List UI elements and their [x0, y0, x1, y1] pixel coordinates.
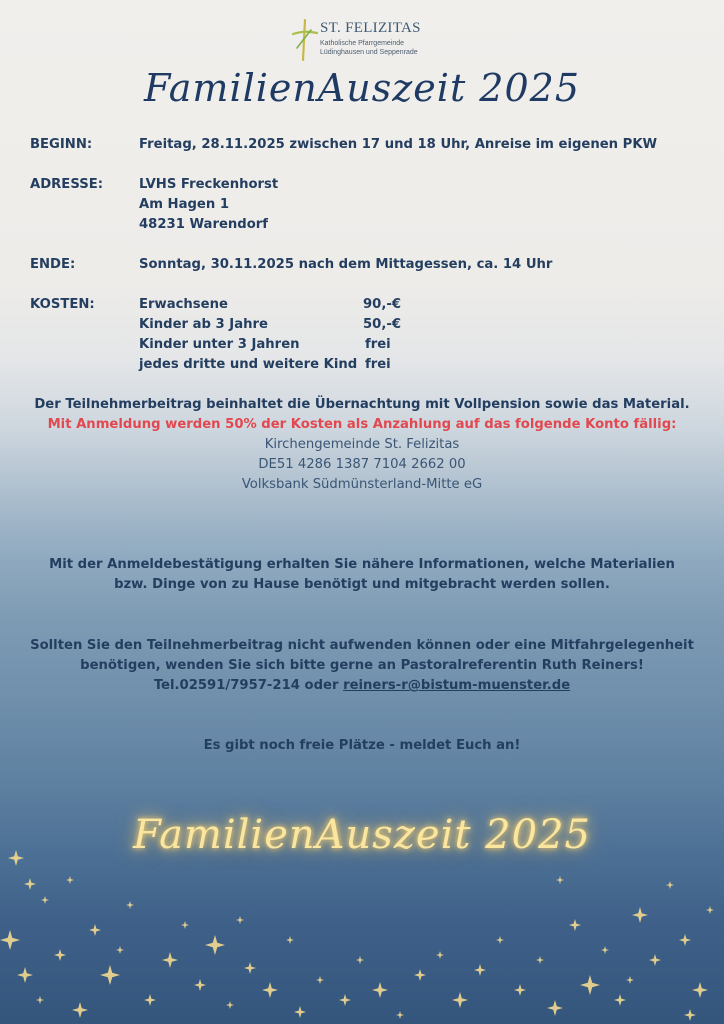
- star-icon: [569, 919, 581, 931]
- star-icon: [614, 994, 626, 1006]
- adresse-line-3: 48231 Warendorf: [139, 217, 269, 232]
- star-icon: [414, 969, 426, 981]
- star-icon: [286, 936, 294, 944]
- star-icon: [547, 1000, 563, 1016]
- star-icon: [396, 1011, 404, 1019]
- star-icon: [684, 1009, 696, 1021]
- contact-phone: Tel.02591/7957-214 oder: [153, 678, 344, 693]
- logo-line-2: Lüdinghausen und Seppenrade: [320, 49, 418, 56]
- star-icon: [181, 921, 189, 929]
- kosten-item-2: Kinder ab 3 Jahre: [139, 317, 268, 332]
- adresse-line-2: Am Hagen 1: [139, 197, 230, 212]
- star-icon: [474, 964, 486, 976]
- free-places-text: Es gibt noch freie Plätze - meldet Euch an!: [203, 738, 521, 753]
- contact-line-3: [0, 678, 724, 693]
- beginn-label: BEGINN:: [30, 137, 93, 152]
- star-icon: [649, 954, 661, 966]
- materials-line-2: bzw. Dinge von zu Hause benötigt und mitgebracht werden sollen.: [114, 577, 610, 592]
- page-title: FamilienAuszeit 2025: [143, 66, 581, 110]
- beginn-value: Freitag, 28.11.2025 zwischen 17 und 18 Uhr, Anreise im eigenen PKW: [139, 137, 658, 152]
- star-icon: [452, 992, 468, 1008]
- star-icon: [372, 982, 388, 998]
- star-icon: [66, 876, 74, 884]
- adresse-line-1: LVHS Freckenhorst: [139, 177, 279, 192]
- star-icon: [144, 994, 156, 1006]
- included-text: Der Teilnehmerbeitrag beinhaltet die Übernachtung mit Vollpension sowie das Material.: [34, 397, 690, 412]
- kosten-item-3: Kinder unter 3 Jahren: [139, 337, 300, 352]
- star-icon: [692, 982, 708, 998]
- star-icon: [316, 976, 324, 984]
- star-icon: [116, 946, 124, 954]
- star-icon: [601, 946, 609, 954]
- star-icon: [126, 901, 134, 909]
- star-icon: [162, 952, 178, 968]
- star-icon: [236, 916, 244, 924]
- star-icon: [536, 956, 544, 964]
- kosten-price-3: frei: [365, 337, 391, 352]
- star-icon: [666, 881, 674, 889]
- contact-email-link[interactable]: reiners-r@bistum-muenster.de: [343, 678, 571, 693]
- glow-title: FamilienAuszeit 2025: [133, 812, 591, 858]
- star-icon: [89, 924, 101, 936]
- kosten-item-1: Erwachsene: [139, 297, 228, 312]
- star-icon: [339, 994, 351, 1006]
- ende-value: Sonntag, 30.11.2025 nach dem Mittagessen, ca. 14 Uhr: [139, 257, 553, 272]
- star-icon: [100, 965, 120, 985]
- star-icon: [0, 930, 20, 950]
- contact-line-1: Sollten Sie den Teilnehmerbeitrag nicht aufwenden können oder eine Mitfahrgelegenheit: [30, 638, 694, 653]
- star-icon: [54, 949, 66, 961]
- contact-line-2: benötigen, wenden Sie sich bitte gerne an Pastoralreferentin Ruth Reiners!: [80, 658, 644, 673]
- ende-label: ENDE:: [30, 257, 76, 272]
- kosten-price-1: 90,-€: [363, 297, 402, 312]
- iban: DE51 4286 1387 7104 2662 00: [258, 457, 466, 472]
- star-icon: [632, 907, 648, 923]
- star-icon: [17, 967, 33, 983]
- star-icon: [262, 982, 278, 998]
- star-icon: [580, 975, 600, 995]
- star-icon: [41, 896, 49, 904]
- logo-line-1: Katholische Pfarrgemeinde: [320, 40, 405, 47]
- star-icon: [514, 984, 526, 996]
- kosten-price-2: 50,-€: [363, 317, 402, 332]
- star-icon: [194, 979, 206, 991]
- star-icon: [679, 934, 691, 946]
- kosten-label: KOSTEN:: [30, 297, 95, 312]
- bank-account-name: Kirchengemeinde St. Felizitas: [264, 437, 460, 452]
- deposit-text: Mit Anmeldung werden 50% der Kosten als Anzahlung auf das folgende Konto fällig:: [47, 417, 677, 432]
- star-icon: [294, 1006, 306, 1018]
- star-icon: [556, 876, 564, 884]
- star-icon: [36, 996, 44, 1004]
- star-icon: [24, 878, 36, 890]
- bank-name: Volksbank Südmünsterland-Mitte eG: [241, 477, 483, 492]
- star-icon: [706, 906, 714, 914]
- kosten-price-4: frei: [365, 357, 391, 372]
- parish-logo: [291, 18, 441, 64]
- materials-line-1: Mit der Anmeldebestätigung erhalten Sie nähere Informationen, welche Materialien: [49, 557, 675, 572]
- star-icon: [436, 951, 444, 959]
- star-icon: [356, 956, 364, 964]
- adresse-label: ADRESSE:: [30, 177, 104, 192]
- star-icon: [244, 962, 256, 974]
- logo-name: ST. FELIZITAS: [320, 20, 421, 36]
- star-icon: [226, 1001, 234, 1009]
- star-icon: [626, 976, 634, 984]
- kosten-item-4: jedes dritte und weitere Kind: [139, 357, 358, 372]
- cross-icon: [291, 18, 319, 62]
- star-icon: [72, 1002, 88, 1018]
- star-icon: [205, 935, 225, 955]
- star-icon: [496, 936, 504, 944]
